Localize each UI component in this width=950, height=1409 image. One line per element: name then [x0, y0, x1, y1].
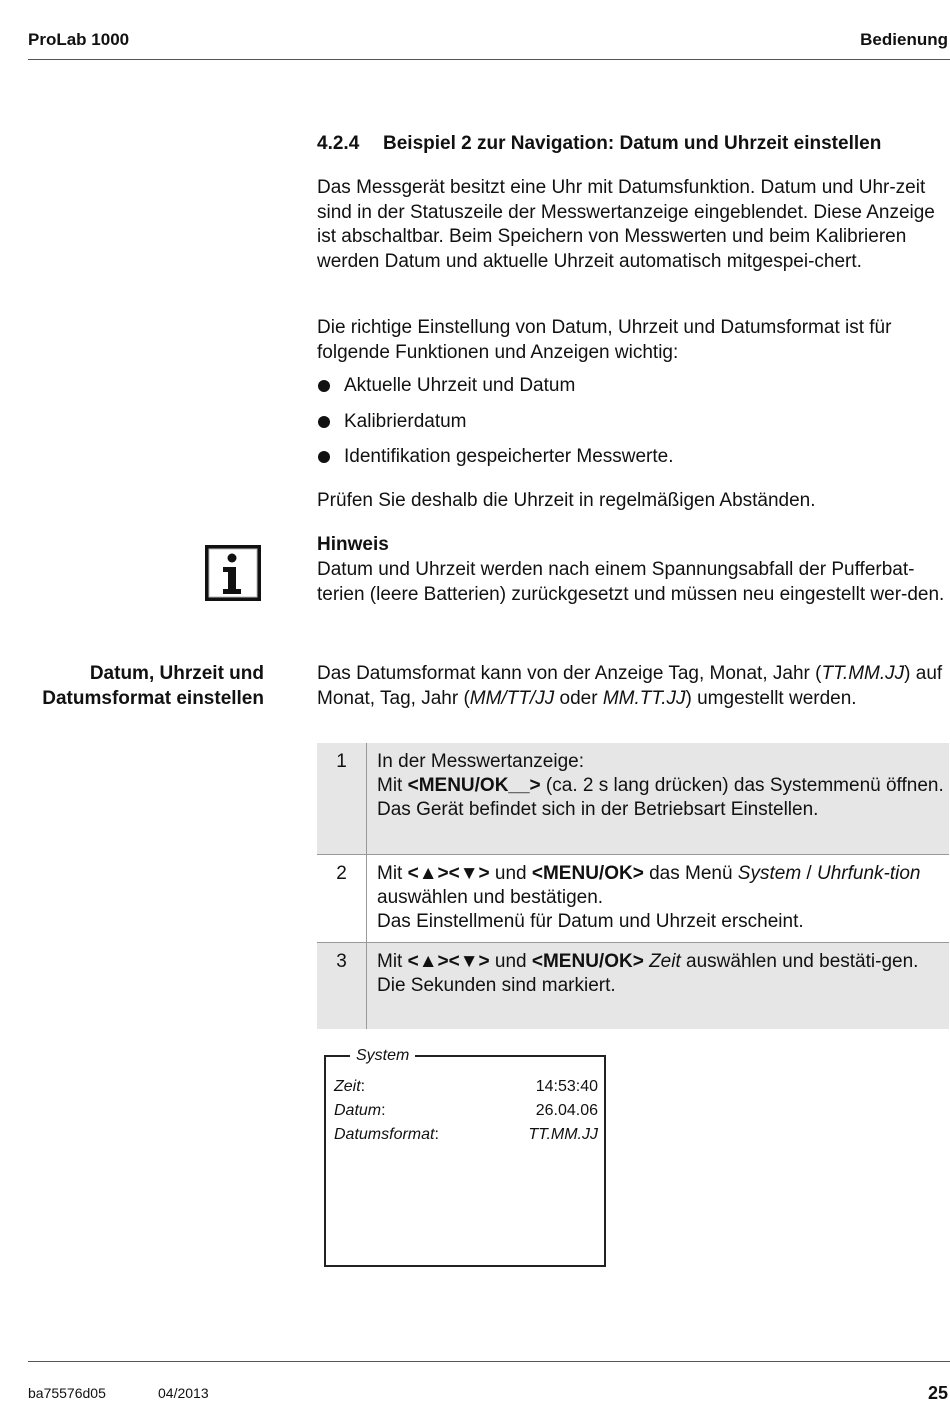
- display-title: System: [350, 1047, 415, 1065]
- importance-paragraph: Die richtige Einstellung von Datum, Uhrzeit und Datumsformat ist für folgende Funktionen und Anzeigen wichtig:: [317, 317, 892, 363]
- intro-paragraph: Das Messgerät besitzt eine Uhr mit Datumsfunktion. Datum und Uhr-zeit sind in der Statuszeile der Messwertanzeige eingeblendet. Diese Anzeige ist abschaltbar. Beim Speichern von Messwerten und beim Kalibrieren werden Datum und aktuelle Uhrzeit automatisch mitgespei-chert.: [317, 177, 935, 272]
- display-row-date-format: Datumsformat: TT.MM.JJ: [334, 1126, 598, 1143]
- bullet-dot-icon: [318, 451, 330, 463]
- table-row: [317, 743, 949, 854]
- display-row-date: Datum: 26.04.06: [334, 1102, 598, 1119]
- step-number: 3: [317, 943, 367, 1029]
- page-number: 25: [927, 1383, 948, 1403]
- step-number: 2: [317, 855, 367, 942]
- step-text: Mit <▲><▼> und <MENU/OK> Zeit auswählen und bestäti-gen. Die Sekunden sind markiert.: [377, 951, 919, 996]
- table-row: [317, 854, 949, 942]
- list-item: Kalibrierdatum: [317, 410, 674, 446]
- section-number: 4.2.4: [317, 133, 360, 154]
- note-body: Datum und Uhrzeit werden nach einem Spannungsabfall der Pufferbat-terien (leere Batterien) zurückgesetzt und müssen neu eingestellt wer-den.: [317, 559, 945, 605]
- date-format-paragraph: Das Datumsformat kann von der Anzeige Tag, Monat, Jahr (TT.MM.JJ) auf Monat, Tag, Jahr (MM/TT/JJ oder MM.TT.JJ) umgestellt werden.: [317, 663, 943, 709]
- step-number: 1: [317, 743, 367, 854]
- bullet-dot-icon: [318, 380, 330, 392]
- footer-date: 04/2013: [158, 1385, 209, 1401]
- step-text: In der Messwertanzeige: Mit <MENU/OK__> (ca. 2 s lang drücken) das Systemmenü öffnen. Das Gerät befindet sich in der Betriebsart Einstellen.: [377, 751, 944, 820]
- note-title: Hinweis: [317, 534, 389, 555]
- header-product: ProLab 1000: [28, 30, 130, 49]
- list-item: Aktuelle Uhrzeit und Datum: [317, 374, 674, 410]
- info-icon: [204, 541, 263, 602]
- section-title: [317, 133, 881, 155]
- footer-divider: [28, 1361, 950, 1362]
- display-row-time: Zeit: 14:53:40: [334, 1078, 598, 1095]
- header-chapter: Bedienung: [860, 30, 948, 49]
- side-heading: Datum, Uhrzeit und Datumsformat einstellen: [42, 663, 264, 709]
- step-text: Mit <▲><▼> und <MENU/OK> das Menü System / Uhrfunk-tion auswählen und bestätigen. Das Einstellmenü für Datum und Uhrzeit erscheint.: [377, 863, 921, 932]
- bullet-dot-icon: [318, 416, 330, 428]
- check-paragraph: Prüfen Sie deshalb die Uhrzeit in regelmäßigen Abständen.: [317, 490, 816, 511]
- steps-table: [317, 743, 949, 1029]
- header-divider: [28, 59, 950, 60]
- section-title-text: Beispiel 2 zur Navigation: Datum und Uhrzeit einstellen: [383, 133, 882, 154]
- table-row: [317, 942, 949, 1029]
- footer-doc-id: ba75576d05: [28, 1385, 106, 1401]
- device-display: [324, 1047, 606, 1267]
- list-item: Identifikation gespeicherter Messwerte.: [317, 445, 674, 481]
- function-list: [317, 374, 674, 481]
